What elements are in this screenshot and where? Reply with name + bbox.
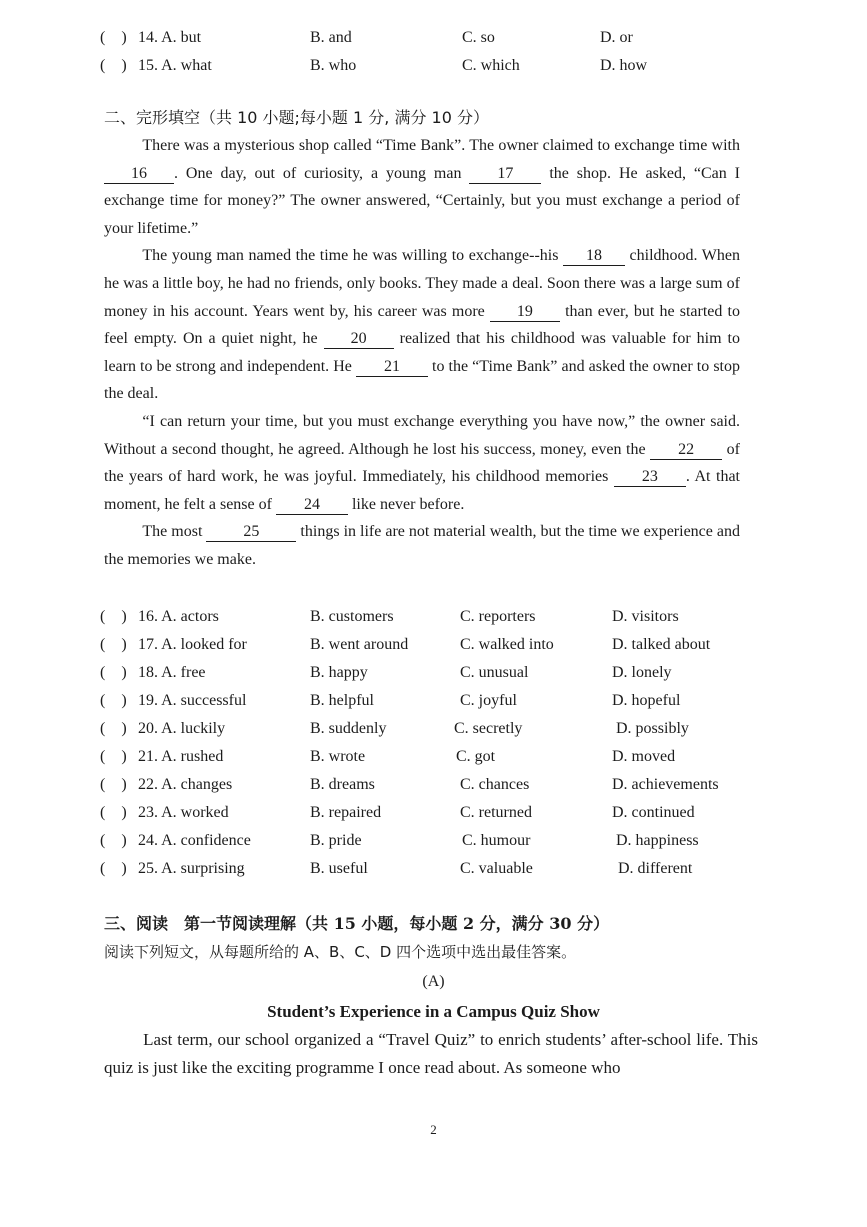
question-row	[100, 605, 760, 629]
option-d: D. possibly	[616, 720, 689, 737]
option-d: D. lonely	[612, 664, 672, 681]
answer-bracket[interactable]: ( )	[100, 664, 127, 681]
passage-text: There was a mysterious shop called “Time Bank”. The owner claimed to exchange time with	[142, 137, 740, 154]
reading-passage	[104, 1026, 758, 1082]
option-c: C. valuable	[460, 860, 533, 877]
option-c: C. returned	[460, 804, 532, 821]
question-row	[100, 773, 760, 797]
cloze-passage	[104, 132, 740, 574]
blank-18[interactable]: 18	[563, 247, 625, 266]
blank-23[interactable]: 23	[614, 468, 686, 487]
option-d: D. or	[600, 29, 633, 46]
passage-paragraph	[104, 408, 740, 518]
passage-text: realized that his childhood was valuable for him to learn to be strong and independent. He	[104, 330, 740, 375]
option-b: B. customers	[310, 608, 394, 625]
section-heading-cloze: 二、完形填空（共 10 小题;每小题 1 分, 满分 10 分）	[104, 108, 489, 127]
option-b: B. suddenly	[310, 720, 387, 737]
option-c: C. humour	[462, 832, 531, 849]
answer-bracket[interactable]: ( )	[100, 636, 127, 653]
answer-bracket[interactable]: ( )	[100, 29, 127, 46]
question-row	[100, 633, 760, 657]
option-d: D. achievements	[612, 776, 719, 793]
passage-text: childhood. When he was a little boy, he had no friends, only books. They made a deal. Soon there was a large sum of money in his account. Years went by, his career was more	[104, 247, 741, 320]
option-b: B. went around	[310, 636, 409, 653]
option-b: B. pride	[310, 832, 362, 849]
option-c: C. reporters	[460, 608, 536, 625]
passage-label: (A)	[422, 973, 445, 990]
passage-text: The most	[142, 523, 207, 541]
option-c: C. joyful	[460, 692, 517, 709]
option-b: B. wrote	[310, 748, 366, 765]
option-c: C. walked into	[460, 636, 554, 653]
option-a: 25. A. surprising	[138, 860, 245, 877]
answer-bracket[interactable]: ( )	[100, 720, 127, 737]
option-c: C. so	[462, 29, 495, 46]
option-b: B. happy	[310, 664, 368, 681]
option-a: 20. A. luckily	[138, 720, 226, 737]
passage-text: to the “Time Bank” and asked the owner to stop the deal.	[104, 357, 740, 403]
option-b: B. helpful	[310, 692, 374, 709]
option-c: C. got	[456, 748, 496, 765]
passage-text: than ever, but he started to feel empty. On a quiet night, he	[104, 302, 740, 348]
question-row	[100, 717, 760, 741]
page-number: 2	[430, 1122, 437, 1137]
passage-text: . One day, out of curiosity, a young man	[174, 164, 470, 182]
option-d: D. visitors	[612, 608, 679, 625]
option-d: D. continued	[612, 804, 695, 821]
blank-21[interactable]: 21	[356, 358, 428, 377]
question-row	[100, 801, 760, 825]
option-a: 22. A. changes	[138, 776, 233, 793]
question-row	[100, 689, 760, 713]
question-row	[100, 745, 760, 769]
option-c: C. which	[462, 57, 520, 74]
option-d: D. different	[618, 860, 693, 877]
passage-paragraph	[104, 518, 740, 573]
option-a: 19. A. successful	[138, 692, 247, 709]
passage-paragraph	[104, 132, 740, 242]
option-a: 17. A. looked for	[138, 636, 247, 653]
answer-bracket[interactable]: ( )	[100, 608, 127, 625]
passage-text: like never before.	[347, 495, 465, 513]
answer-bracket[interactable]: ( )	[100, 57, 127, 74]
passage-text: things in life are not material wealth, but the time we experience and the memories we make.	[104, 523, 741, 568]
option-a: 21. A. rushed	[138, 748, 224, 765]
blank-24[interactable]: 24	[276, 496, 348, 515]
option-a: 18. A. free	[138, 664, 206, 681]
section-heading-reading: 三、阅读 第一节阅读理解（共 15 小题，每小题 2 分，满分 30 分）	[104, 914, 610, 933]
answer-bracket[interactable]: ( )	[100, 860, 127, 877]
option-b: B. who	[310, 57, 357, 74]
option-d: D. moved	[612, 748, 676, 765]
option-d: D. happiness	[616, 832, 699, 849]
blank-20[interactable]: 20	[324, 330, 394, 349]
option-d: D. how	[600, 57, 648, 74]
question-row	[100, 857, 760, 881]
option-a: 14. A. but	[138, 29, 202, 46]
option-a: 23. A. worked	[138, 804, 229, 821]
option-c: C. unusual	[460, 664, 529, 681]
blank-25[interactable]: 25	[206, 523, 296, 542]
option-c: C. secretly	[454, 720, 523, 737]
option-b: B. and	[310, 29, 352, 46]
passage-text: the shop. He asked, “Can I exchange time for money?” The owner answered, “Certainly, but you must exchange a period of your lifetime.”	[104, 164, 741, 237]
option-a: 15. A. what	[138, 57, 212, 74]
option-d: D. talked about	[612, 636, 711, 653]
answer-bracket[interactable]: ( )	[100, 804, 127, 821]
passage-text: of the years of hard work, he was joyful. Immediately, his childhood memories	[104, 440, 741, 486]
passage-title: Student’s Experience in a Campus Quiz Show	[267, 1002, 600, 1021]
option-b: B. useful	[310, 860, 368, 877]
option-a: 16. A. actors	[138, 608, 219, 625]
blank-17[interactable]: 17	[469, 165, 541, 184]
option-b: B. dreams	[310, 776, 375, 793]
answer-bracket[interactable]: ( )	[100, 776, 127, 793]
question-row	[100, 26, 760, 50]
passage-paragraph	[104, 242, 740, 408]
reading-instruction: 阅读下列短文，从每题所给的 A、B、C、D 四个选项中选出最佳答案。	[104, 943, 577, 961]
blank-16[interactable]: 16	[104, 165, 174, 184]
answer-bracket[interactable]: ( )	[100, 692, 127, 709]
option-b: B. repaired	[310, 804, 382, 821]
option-c: C. chances	[460, 776, 530, 793]
option-a: 24. A. confidence	[138, 832, 251, 849]
blank-19[interactable]: 19	[490, 303, 560, 322]
answer-bracket[interactable]: ( )	[100, 748, 127, 765]
option-d: D. hopeful	[612, 692, 681, 709]
reading-paragraph: Last term, our school organized a “Travel Quiz” to enrich students’ after-school life. This quiz is just like the exciting programme I once read about. As someone who	[104, 1030, 758, 1077]
question-row	[100, 829, 760, 853]
passage-text: The young man named the time he was willing to exchange--his	[142, 247, 563, 265]
passage-text: “I can return your time, but you must exchange everything you have now,” the owner said. Without a second thought, he agreed. Although he lost his success, money, even the	[104, 412, 740, 458]
answer-bracket[interactable]: ( )	[100, 832, 127, 849]
passage-text: . At that moment, he felt a sense of	[104, 468, 741, 513]
blank-22[interactable]: 22	[650, 441, 722, 460]
question-row	[100, 661, 760, 685]
question-row	[100, 54, 760, 78]
